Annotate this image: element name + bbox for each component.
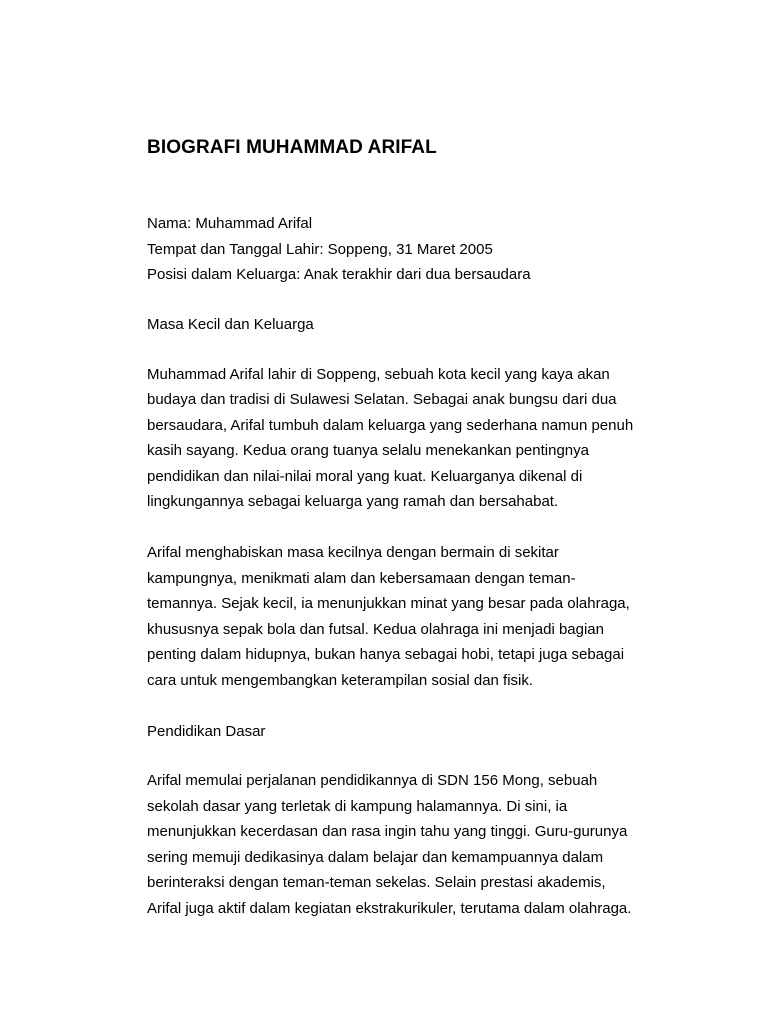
paragraph-line: kasih sayang. Kedua orang tuanya selalu menekankan pentingnya [147,442,589,459]
paragraph-line: berinteraksi dengan teman-teman sekelas. Selain prestasi akademis, [147,874,606,891]
paragraph-line: Arifal menghabiskan masa kecilnya dengan bermain di sekitar [147,544,559,561]
paragraph-line: temannya. Sejak kecil, ia menunjukkan minat yang besar pada olahraga, [147,595,630,612]
paragraph-childhood-family [147,362,667,515]
paragraph-line: bersaudara, Arifal tumbuh dalam keluarga yang sederhana namun penuh [147,416,634,434]
paragraph-line: menunjukkan kecerdasan dan rasa ingin tahu yang tinggi. Guru-gurunya [147,823,628,840]
paragraph-line: khususnya sepak bola dan futsal. Kedua olahraga ini menjadi bagian [147,620,604,638]
paragraph-childhood-hobbies [147,540,667,693]
personal-info [147,211,667,288]
paragraph-line: lingkungannya sebagai keluarga yang ramah dan bersahabat. [147,493,559,510]
paragraph-line: pendidikan dan nilai-nilai moral yang kuat. Keluarganya dikenal di [147,467,583,485]
document-body [147,134,667,921]
info-birth: Tempat dan Tanggal Lahir: Soppeng, 31 Maret 2005 [147,240,493,258]
paragraph-line: penting dalam hidupnya, bukan hanya sebagai hobi, tetapi juga sebagai [147,646,625,663]
document-title: BIOGRAFI MUHAMMAD ARIFAL [147,137,437,158]
paragraph-line: sering memuji dedikasinya dalam belajar dan kemampuannya dalam [147,848,604,866]
info-family-position: Posisi dalam Keluarga: Anak terakhir dari dua bersaudara [147,266,531,283]
section-heading-education: Pendidikan Dasar [147,722,266,740]
paragraph-line: cara untuk mengembangkan keterampilan sosial dan fisik. [147,671,534,689]
paragraph-primary-education [147,768,667,921]
section-heading-childhood: Masa Kecil dan Keluarga [147,316,314,333]
paragraph-line: budaya dan tradisi di Sulawesi Selatan. Sebagai anak bungsu dari dua [147,391,617,408]
paragraph-line: Arifal juga aktif dalam kegiatan ekstrakurikuler, terutama dalam olahraga. [147,899,632,917]
paragraph-line: Muhammad Arifal lahir di Soppeng, sebuah kota kecil yang kaya akan [147,365,610,383]
paragraph-line: sekolah dasar yang terletak di kampung halamannya. Di sini, ia [147,797,568,815]
info-name: Nama: Muhammad Arifal [147,215,313,232]
paragraph-line: kampungnya, menikmati alam dan kebersamaan dengan teman- [147,569,576,587]
paragraph-line: Arifal memulai perjalanan pendidikannya di SDN 156 Mong, sebuah [147,772,598,789]
